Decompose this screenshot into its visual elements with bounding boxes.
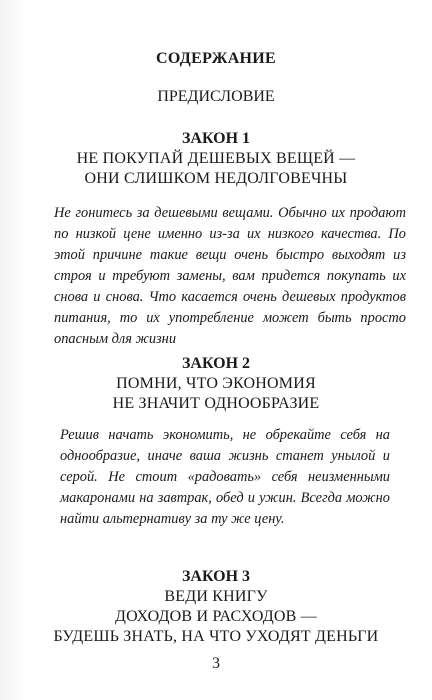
law-3-heading xyxy=(40,567,392,647)
law-3-title-line: БУДЕШЬ ЗНАТЬ, НА ЧТО УХОДЯТ ДЕНЬГИ xyxy=(53,628,379,645)
law-2-text: Решив начать экономить, не обрекайте себя на однообразие, иначе ваша жизнь станет унылой и серой. Не стоит «радовать» себя неизменными макаронами на завтрак, обед и ужин. Всегда можно найти альтернативу за ту же цену. xyxy=(60,427,390,527)
law-2-heading xyxy=(40,354,392,414)
law-2-title-line: ПОМНИ, ЧТО ЭКОНОМИЯ xyxy=(116,375,316,392)
law-1-label: ЗАКОН 1 xyxy=(181,130,251,147)
law-1-title-line: НЕ ПОКУПАЙ ДЕШЕВЫХ ВЕЩЕЙ — xyxy=(76,150,356,167)
toc-title: СОДЕРЖАНИЕ xyxy=(155,50,277,67)
law-3-label: ЗАКОН 3 xyxy=(181,568,251,585)
law-3-title-line: ДОХОДОВ И РАСХОДОВ — xyxy=(115,608,317,625)
law-3-title-line: ВЕДИ КНИГУ xyxy=(164,588,268,605)
law-2-label: ЗАКОН 2 xyxy=(181,355,251,372)
law-1-heading xyxy=(40,129,392,189)
page-number: 3 xyxy=(212,655,220,672)
law-1-title-line: ОНИ СЛИШКОМ НЕДОЛГОВЕЧНЫ xyxy=(84,170,348,187)
toc-preface: ПРЕДИСЛОВИЕ xyxy=(157,88,275,105)
law-2-title-line: НЕ ЗНАЧИТ ОДНООБРАЗИЕ xyxy=(112,395,320,412)
law-1-text: Не гонитесь за дешевыми вещами. Обычно их продают по низкой цене именно из-за их низкого качества. По этой причине такие вещи очень быстро выходят из строя и требуют замены, вам придется покупать их снова и снова. Что касается очень дешевых продуктов питания, то их употребление может быть просто опасным для жизни xyxy=(54,205,406,347)
